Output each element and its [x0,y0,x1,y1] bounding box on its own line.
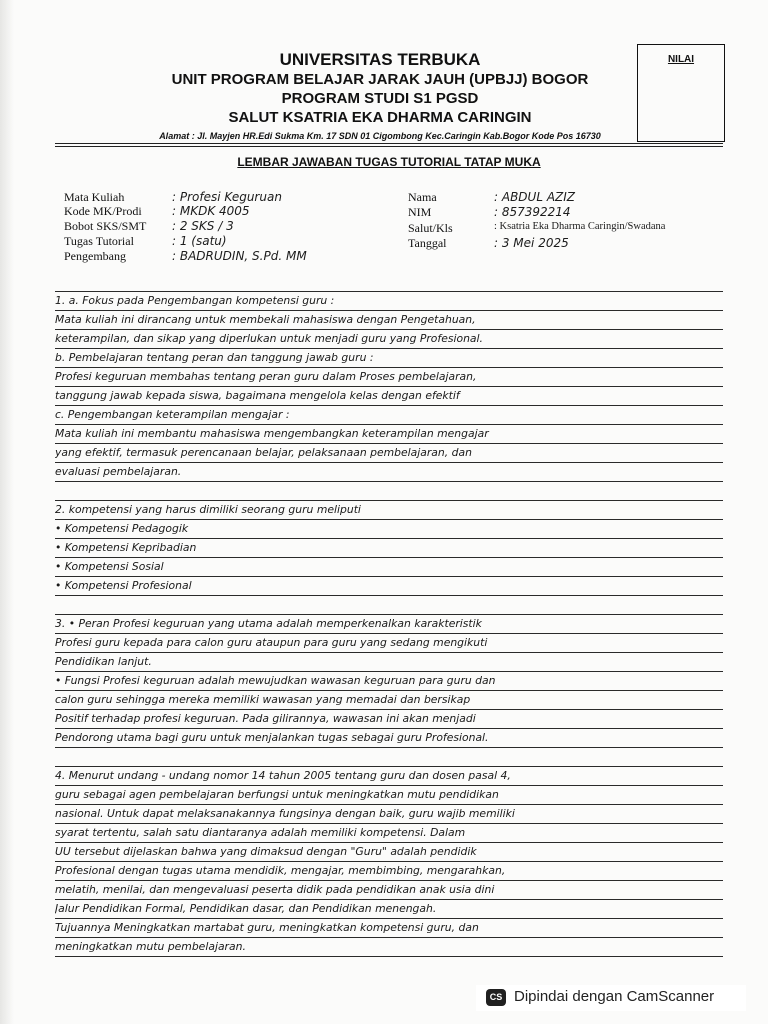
answer-line: 3. • Peran Profesi keguruan yang utama adalah memperkenalkan karakteristik [55,614,723,634]
identity-label: Tugas Tutorial [64,234,134,248]
answer-line: Jalur Pendidikan Formal, Pendidikan dasar, dan Pendidikan menengah. [55,899,723,919]
answer-line: Profesi guru kepada para calon guru ataupun para guru yang sedang mengikuti [55,633,723,653]
answer-line: yang efektif, termasuk perencanaan belajar, pelaksanaan pembelajaran, dan [55,443,723,463]
address: Alamat : Jl. Mayjen HR.Edi Sukma Km. 17 SDN 01 Cigombong Kec.Caringin Kab.Bogor Kode Pos 16730 [159,131,601,141]
identity-value: : Profesi Keguruan [172,190,282,204]
identity-label: Bobot SKS/SMT [64,219,147,233]
answer-line: keterampilan, dan sikap yang diperlukan untuk menjadi guru yang Profesional. [55,329,723,349]
answer-line [55,481,723,501]
grade-label: NILAI [667,54,695,65]
answer-line: 1. a. Fokus pada Pengembangan kompetensi guru : [55,291,723,311]
answer-line: Mata kuliah ini dirancang untuk membekali mahasiswa dengan Pengetahuan, [55,310,723,330]
answer-line: meningkatkan mutu pembelajaran. [55,937,723,957]
answer-area [55,272,723,952]
identity-value: : 3 Mei 2025 [494,236,569,250]
answer-line [55,272,723,292]
identity-value: : ABDUL AZIZ [494,190,576,204]
answer-line: UU tersebut dijelaskan bahwa yang dimaksud dengan "Guru" adalah pendidik [55,842,723,862]
answer-line: guru sebagai agen pembelajaran berfungsi untuk meningkatkan mutu pendidikan [55,785,723,805]
identity-label: NIM [408,205,432,219]
grade-box [637,44,725,142]
answer-line: calon guru sehingga mereka memiliki wawasan yang memadai dan bersikap [55,690,723,710]
salut-name: SALUT KSATRIA EKA DHARMA CARINGIN [228,109,532,126]
program-name: PROGRAM STUDI S1 PGSD [281,90,479,107]
answer-line [55,595,723,615]
identity-label: Pengembang [64,249,126,263]
camscanner-logo-icon: CS [486,989,506,1006]
answer-line: • Kompetensi Sosial [55,557,723,577]
identity-value: : 857392214 [494,205,571,219]
answer-line: evaluasi pembelajaran. [55,462,723,482]
identity-value: : MKDK 4005 [172,204,250,218]
identity-label: Nama [408,190,437,204]
university-name: UNIVERSITAS TERBUKA [279,50,481,69]
header-rule [55,143,723,144]
answer-line: 4. Menurut undang - undang nomor 14 tahun 2005 tentang guru dan dosen pasal 4, [55,766,723,786]
identity-value: : BADRUDIN, S.Pd. MM [172,249,307,263]
letterhead [90,50,670,143]
identity-value: : 2 SKS / 3 [172,219,234,233]
answer-line: melatih, menilai, dan mengevaluasi peserta didik pada pendidikan anak usia dini [55,880,723,900]
answer-line: Tujuannya Meningkatkan martabat guru, meningkatkan kompetensi guru, dan [55,918,723,938]
answer-line: b. Pembelajaran tentang peran dan tanggung jawab guru : [55,348,723,368]
identity-label: Tanggal [408,236,447,250]
identity-value: : 1 (satu) [172,234,227,248]
identity-label: Salut/Kls [408,221,453,235]
answer-line: Profesional dengan tugas utama mendidik, mengajar, membimbing, mengarahkan, [55,861,723,881]
camscanner-text: Dipindai dengan CamScanner [514,988,715,1005]
unit-name: UNIT PROGRAM BELAJAR JARAK JAUH (UPBJJ) BOGOR [171,71,589,88]
answer-line: Pendidikan lanjut. [55,652,723,672]
answer-line: Positif terhadap profesi keguruan. Pada gilirannya, wawasan ini akan menjadi [55,709,723,729]
answer-line: nasional. Untuk dapat melaksanakannya fungsinya dengan baik, guru wajib memiliki [55,804,723,824]
answer-line: Mata kuliah ini membantu mahasiswa mengembangkan keterampilan mengajar [55,424,723,444]
answer-line: • Kompetensi Pedagogik [55,519,723,539]
answer-line: • Fungsi Profesi keguruan adalah mewujudkan wawasan keguruan para guru dan [55,671,723,691]
answer-line: Pendorong utama bagi guru untuk menjalankan tugas sebagai guru Profesional. [55,728,723,748]
answer-line: tanggung jawab kepada siswa, bagaimana mengelola kelas dengan efektif [55,386,723,406]
answer-line: syarat tertentu, salah satu diantaranya adalah memiliki kompetensi. Dalam [55,823,723,843]
answer-line: c. Pengembangan keterampilan mengajar : [55,405,723,425]
camscanner-watermark [476,985,746,1011]
answer-line: • Kompetensi Kepribadian [55,538,723,558]
answer-line [55,747,723,767]
page-edge-shadow [0,0,14,1024]
identity-value: : Ksatria Eka Dharma Caringin/Swadana [494,221,666,232]
identity-label: Mata Kuliah [64,190,125,204]
identity-label: Kode MK/Prodi [64,204,142,218]
answer-line: Profesi keguruan membahas tentang peran guru dalam Proses pembelajaran, [55,367,723,387]
answer-line: 2. kompetensi yang harus dimiliki seorang guru meliputi [55,500,723,520]
answer-line: • Kompetensi Profesional [55,576,723,596]
header-rule-double [55,146,723,147]
document-title: LEMBAR JAWABAN TUGAS TUTORIAL TATAP MUKA [237,155,541,169]
